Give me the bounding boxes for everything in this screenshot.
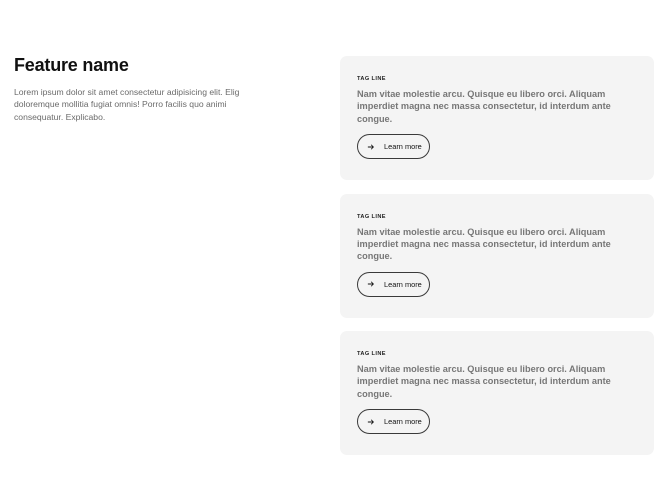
feature-card — [340, 331, 654, 455]
feature-description: Lorem ipsum dolor sit amet consectetur adipisicing elit. Elig doloremque mollitia fugiat omnis! Porro facilis quo animi consequatur. Explicabo. — [14, 87, 240, 122]
feature-card — [340, 194, 654, 318]
learn-more-button[interactable] — [357, 134, 430, 159]
learn-more-button[interactable] — [357, 409, 430, 434]
card-tag-line: TAG LINE — [357, 76, 386, 82]
card-body-text: Nam vitae molestie arcu. Quisque eu libero orci. Aliquam imperdiet magna nec massa consectetur, id interdum ante congue. — [357, 364, 611, 399]
card-body-text: Nam vitae molestie arcu. Quisque eu libero orci. Aliquam imperdiet magna nec massa consectetur, id interdum ante congue. — [357, 226, 611, 262]
feature-intro — [14, 54, 276, 123]
arrow-right-icon — [367, 280, 375, 288]
learn-more-label: Learn more — [384, 279, 422, 289]
learn-more-button[interactable] — [357, 272, 430, 297]
arrow-right-icon — [367, 143, 375, 151]
learn-more-label: Learn more — [384, 142, 422, 151]
feature-title: Feature name — [14, 55, 129, 75]
learn-more-label: Learn more — [384, 417, 422, 426]
card-tag-line: TAG LINE — [357, 213, 386, 220]
card-tag-line: TAG LINE — [357, 351, 386, 357]
feature-card — [340, 56, 654, 180]
feature-card-list — [340, 56, 654, 469]
arrow-right-icon — [367, 418, 375, 426]
card-body-text: Nam vitae molestie arcu. Quisque eu libero orci. Aliquam imperdiet magna nec massa consectetur, id interdum ante congue. — [357, 89, 611, 124]
